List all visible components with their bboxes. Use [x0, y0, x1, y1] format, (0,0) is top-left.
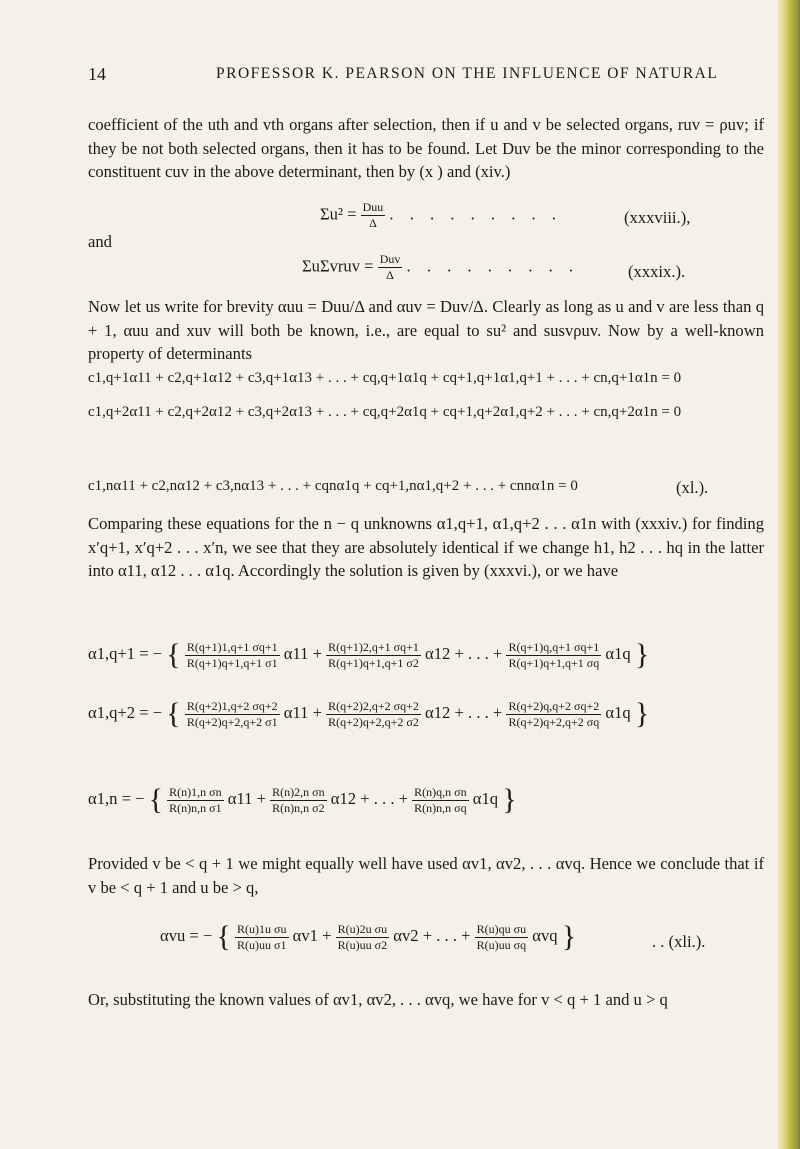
paragraph-1: coefficient of the uth and vth organs after selection, then if u and v be selected organs, ruv = ρuv; if they be not both selected organs, then it has to be found. Let Duv be the minor corresponding to the constituent cuv in the above determinant, then by (x ) and (xiv.): [88, 115, 764, 182]
sol1-term1-den: R(q+1)q+1,q+1 σ1: [186, 655, 278, 670]
running-header: [0, 64, 800, 88]
solution-alpha-1-q1: [88, 638, 649, 672]
eq41-term3: [475, 922, 528, 953]
sol1-term1-num: R(q+1)1,q+1 σq+1: [186, 639, 278, 654]
sol1-term3-num: R(q+1)q,q+1 σq+1: [508, 639, 600, 654]
system-equation-2: c1,q+2α11 + c2,q+2α12 + c3,q+2α13 + . . . + cq,q+2α1q + cq+1,q+2α1,q+2 + . . . + cn,q+2α1n = 0: [88, 404, 682, 420]
sol2-term3: [506, 699, 601, 730]
sol1-term2-num: R(q+1)2,q+1 σq+1: [328, 639, 419, 654]
eq38-number: (xxxviii.),: [624, 208, 691, 227]
sol2-term3-num: R(q+2)q,q+2 σq+2: [508, 698, 600, 713]
sol2-term2-var: α12: [425, 702, 451, 722]
sol1-term3: [506, 640, 601, 671]
sol3-plus-3: +: [398, 788, 408, 808]
eq39-denominator: Δ: [386, 268, 394, 282]
system-equation-3: c1,nα11 + c2,nα12 + c3,nα13 + . . . + cqnα1q + cq+1,nα1,q+2 + . . . + cnnα1n = 0: [88, 478, 578, 494]
eq41-term3-num: R(u)qu σu: [476, 921, 527, 936]
eq41-term1-den: R(u)uu σ1: [237, 937, 287, 952]
paragraph-4: Provided v be < q + 1 we might equally well have used αv1, αv2, . . . αvq. Hence we conclude that if v be < q + 1 and u be > q,: [88, 854, 764, 897]
sol2-term2: [326, 699, 421, 730]
sol2-term2-den: R(q+2)q+2,q+2 σ2: [328, 714, 419, 729]
eq41-term2: [336, 922, 389, 953]
sol2-term2-num: R(q+2)2,q+2 σq+2: [328, 698, 419, 713]
sol3-term3-var: α1q: [472, 788, 499, 808]
equation-xxxix: [302, 252, 579, 283]
sol2-term3-den: R(q+2)q+2,q+2 σq: [508, 714, 600, 729]
sol2-lhs: α1,q+2 = −: [88, 702, 163, 722]
eq41-term1-num: R(u)1u σu: [237, 921, 287, 936]
eq38-fraction: [361, 200, 386, 231]
page-number: 14: [88, 64, 106, 84]
sol1-plus-1: +: [312, 643, 322, 663]
sol1-ellipsis: . . .: [468, 643, 489, 663]
paragraph-3: Comparing these equations for the n − q unknowns α1,q+1, α1,q+2 . . . α1n with (xxxiv.) for finding x′q+1, x′q+2 . . . x′n, we see that they are absolutely identical if we change h1, h2 . . . hq in the latter into α11, α12 . . . α1q. Accordingly the solution is given by (xxxvi.), or we have: [88, 514, 764, 581]
sol1-term3-var: α1q: [605, 643, 631, 663]
eq41-left-brace: {: [216, 920, 231, 953]
eq40-number: (xl.).: [676, 478, 709, 497]
eq39-number: (xxxix.).: [628, 262, 686, 281]
sol1-term2: [326, 640, 421, 671]
eq41-term1-var: αv1: [292, 925, 318, 945]
sol3-right-brace: }: [502, 783, 517, 816]
eq41-plus-3: +: [461, 925, 471, 945]
eq41-plus-1: +: [322, 925, 332, 945]
running-title: PROFESSOR K. PEARSON ON THE INFLUENCE OF NATURAL: [216, 65, 719, 82]
sol3-term3-num: R(n)q,n σn: [414, 784, 467, 799]
sol3-left-brace: {: [148, 783, 164, 816]
sol2-term1-num: R(q+2)1,q+2 σq+2: [186, 698, 278, 713]
sol3-term3-den: R(n)n,n σq: [414, 800, 467, 815]
sol3-term2: [270, 785, 326, 816]
sol3-plus-2: +: [360, 788, 370, 808]
eq41-number: . . (xli.).: [652, 932, 706, 951]
sol2-term3-var: α1q: [605, 702, 631, 722]
eq41-term2-den: R(u)uu σ2: [337, 937, 388, 952]
sol3-term2-num: R(n)2,n σn: [272, 784, 325, 799]
sol2-term1: [185, 699, 280, 730]
sol3-term2-var: α12: [330, 788, 357, 808]
sol1-left-brace: {: [166, 638, 181, 671]
page-edge-decoration: [778, 0, 800, 1149]
eq41-ellipsis: . . .: [436, 925, 457, 945]
sol2-plus-1: +: [312, 702, 322, 722]
sol1-term2-var: α12: [425, 643, 451, 663]
eq41-term2-var: αv2: [393, 925, 419, 945]
sol3-term2-den: R(n)n,n σ2: [272, 800, 325, 815]
sol2-right-brace: }: [634, 697, 650, 730]
sol1-plus-2: +: [454, 643, 464, 663]
sol1-term1-var: α11: [283, 643, 309, 663]
equation-xxxviii: [320, 200, 562, 231]
eq38-numerator: Duu: [362, 200, 384, 214]
eq41-plus-2: +: [422, 925, 433, 945]
eq38-leader-dots: . . . . . . . . .: [389, 204, 562, 224]
sol3-term1-var: α11: [227, 788, 253, 808]
eq41-term2-num: R(u)2u σu: [337, 921, 388, 936]
eq41-right-brace: }: [561, 920, 577, 953]
sol1-right-brace: }: [634, 638, 650, 671]
eq41-term3-var: αvq: [532, 925, 558, 945]
eq41-term1: [235, 922, 288, 953]
sol2-plus-3: +: [492, 702, 503, 722]
eq38-denominator: Δ: [369, 216, 377, 230]
sol1-plus-3: +: [492, 643, 503, 663]
sol3-term3: [412, 785, 468, 816]
eq39-numerator: Duv: [379, 252, 401, 266]
solution-alpha-1-n: [88, 783, 517, 817]
sol3-plus-1: +: [256, 788, 266, 808]
sol1-term2-den: R(q+1)q+1,q+1 σ2: [328, 655, 419, 670]
sol3-term1-den: R(n)n,n σ1: [169, 800, 222, 815]
sol2-term1-var: α11: [283, 702, 309, 722]
eq41-lhs: αvu = −: [160, 925, 213, 945]
sol2-term1-den: R(q+2)q+2,q+2 σ1: [186, 714, 278, 729]
solution-alpha-1-q2: [88, 697, 649, 731]
system-equation-1: c1,q+1α11 + c2,q+1α12 + c3,q+1α13 + . . . + cq,q+1α1q + cq+1,q+1α1,q+1 + . . . + cn,q+1α1n = 0: [88, 370, 682, 386]
paragraph-2: Now let us write for brevity αuu = Duu/Δ and αuv = Duv/Δ. Clearly as long as u and v are less than q + 1, αuu and xuv will both be known, i.e., are equal to su² and susvρuv. Now by a well-known property of determinants: [88, 297, 764, 364]
sol3-ellipsis: . . .: [373, 788, 395, 808]
sol1-lhs: α1,q+1 = −: [88, 643, 163, 663]
equation-xli: [160, 920, 576, 954]
sol3-term1-num: R(n)1,n σn: [169, 784, 222, 799]
sol2-plus-2: +: [454, 702, 464, 722]
eq38-lhs: Σu² =: [320, 204, 357, 224]
sol1-term3-den: R(q+1)q+1,q+1 σq: [508, 655, 600, 670]
sol3-lhs: α1,n = −: [88, 788, 145, 808]
and-word: and: [88, 232, 112, 251]
eq41-term3-den: R(u)uu σq: [476, 937, 527, 952]
eq39-fraction: [378, 252, 403, 283]
eq39-lhs: ΣuΣvruv =: [302, 256, 374, 276]
paragraph-5: Or, substituting the known values of αv1, αv2, . . . αvq, we have for v < q + 1 and u > q: [88, 990, 668, 1009]
sol2-ellipsis: . . .: [468, 702, 489, 722]
sol3-term1: [167, 785, 223, 816]
sol2-left-brace: {: [166, 697, 181, 730]
eq39-leader-dots: . . . . . . . . .: [406, 256, 580, 276]
sol1-term1: [185, 640, 280, 671]
